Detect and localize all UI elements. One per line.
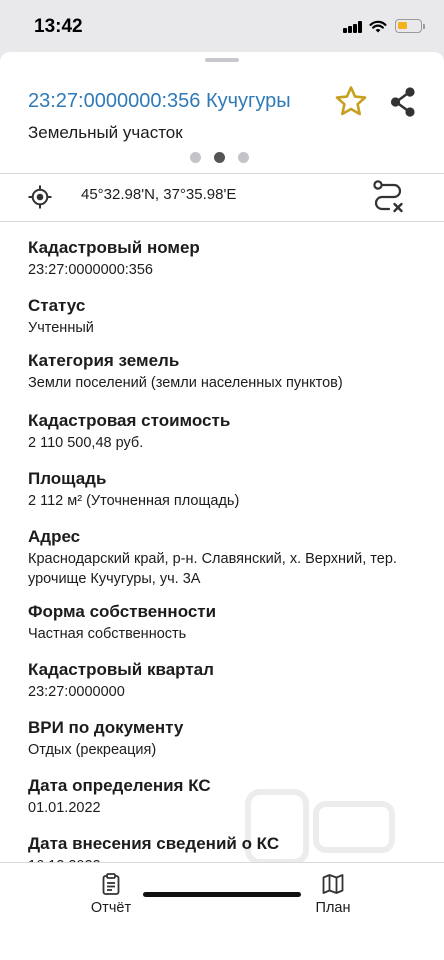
home-indicator[interactable] (143, 892, 301, 897)
field-value: Краснодарский край, р-н. Славянский, х. Верхний, тер. урочище Кучугуры, уч. 3А (28, 551, 397, 587)
battery-icon (395, 19, 422, 33)
field-cadastral-value (28, 410, 428, 453)
field-value: Земли поселений (земли населенных пунктов) (28, 375, 343, 391)
field-value: 2 110 500,48 руб. (28, 435, 144, 451)
details-list[interactable] (28, 232, 428, 859)
field-label: Категория земель (28, 351, 180, 370)
field-label: Кадастровый номер (28, 238, 200, 257)
sheet-grabber[interactable] (205, 58, 239, 62)
page-dot[interactable] (238, 152, 249, 163)
field-area (28, 468, 428, 511)
field-label: Площадь (28, 469, 107, 488)
field-label: Кадастровая стоимость (28, 411, 231, 430)
field-label: Дата внесения сведений о КС (28, 834, 280, 853)
field-status (28, 295, 428, 338)
divider (0, 173, 444, 174)
clipboard-icon (100, 873, 122, 895)
page-title: 23:27:0000000:356 Кучугуры (28, 90, 291, 112)
field-ownership (28, 601, 428, 644)
field-label: Кадастровый квартал (28, 660, 214, 679)
field-cadastral-quarter (28, 659, 428, 702)
field-value: Учтенный (28, 320, 94, 336)
field-value: 01.01.2022 (28, 800, 101, 816)
field-value: Отдых (рекреация) (28, 742, 157, 758)
field-permitted-use (28, 717, 428, 760)
place-details-sheet (0, 52, 444, 960)
star-icon[interactable] (333, 84, 369, 120)
tab-map-label: План (315, 900, 351, 916)
wifi-icon (369, 18, 387, 34)
field-cadastral-number (28, 237, 428, 280)
battery-level (398, 22, 407, 29)
map-icon (322, 873, 344, 895)
object-type: Земельный участок (28, 123, 183, 142)
field-label: Статус (28, 296, 86, 315)
status-bar (0, 0, 444, 52)
coordinates-text[interactable]: 45°32.98'N, 37°35.98'E (81, 186, 237, 203)
page-dot-active[interactable] (214, 152, 225, 163)
page-dot[interactable] (190, 152, 201, 163)
field-value: 2 112 м² (Уточненная площадь) (28, 493, 240, 509)
bottom-tab-bar (0, 862, 444, 960)
battery-cap (423, 24, 425, 29)
field-value: Частная собственность (28, 626, 187, 642)
field-label: Форма собственности (28, 602, 217, 621)
locate-crosshair-icon[interactable] (28, 185, 52, 209)
tab-report-label: Отчёт (90, 900, 132, 916)
tab-map[interactable] (283, 873, 383, 925)
divider (0, 221, 444, 222)
field-label: ВРИ по документу (28, 718, 184, 737)
field-value: 23:27:0000000 (28, 684, 125, 700)
field-label: Дата определения КС (28, 776, 211, 795)
field-label: Адрес (28, 527, 81, 546)
tab-report[interactable] (61, 873, 161, 925)
field-value: 23:27:0000000:356 (28, 262, 153, 278)
route-clear-icon[interactable] (372, 179, 406, 213)
field-land-category (28, 350, 428, 393)
share-icon[interactable] (388, 86, 418, 118)
field-address (28, 526, 428, 589)
cellular-signal-icon (343, 21, 363, 33)
watermark-logo (240, 782, 400, 872)
status-time: 13:42 (34, 16, 83, 37)
